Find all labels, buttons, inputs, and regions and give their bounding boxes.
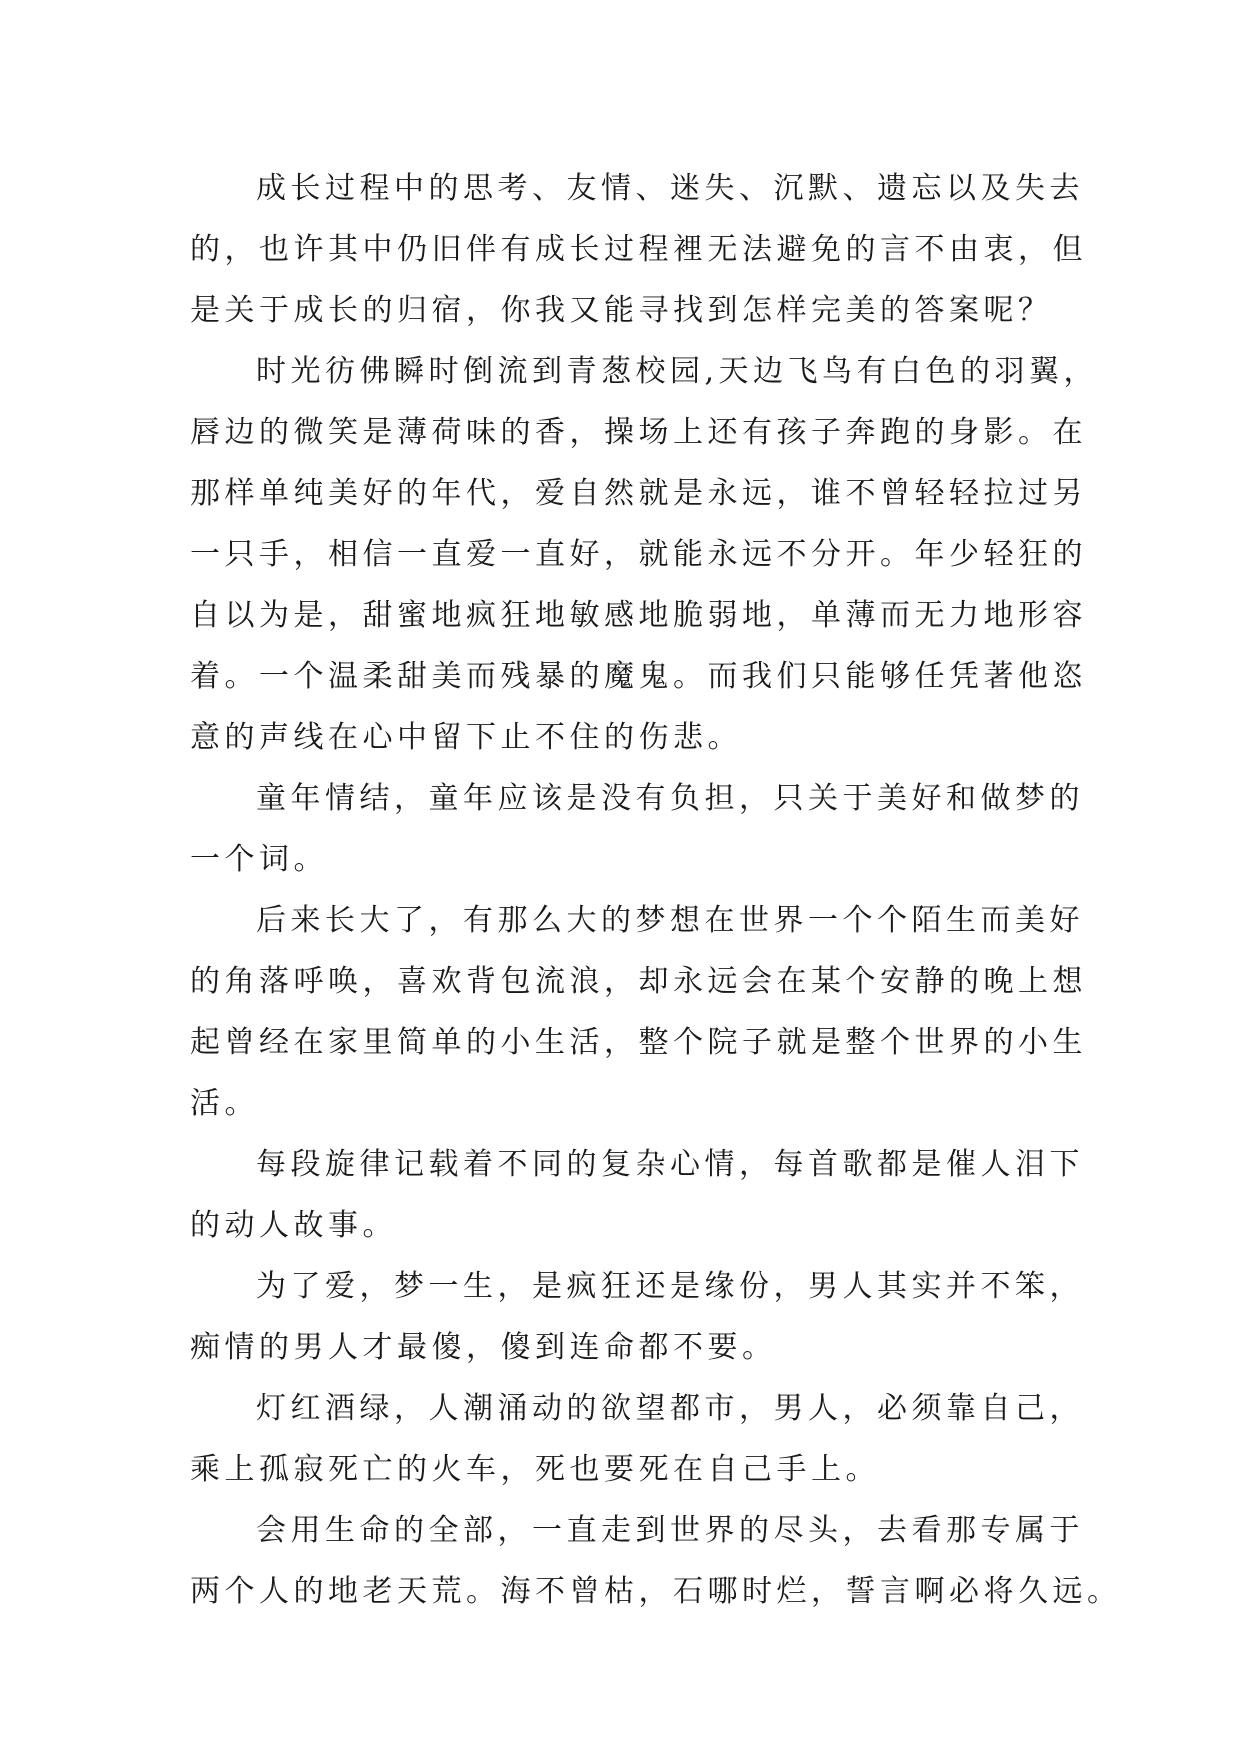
paragraph-4 [190, 890, 1087, 1134]
text-line: 时光彷佛瞬时倒流到青葱校园,天边飞鸟有白色的羽翼， [256, 354, 1099, 389]
text-line: 的，也许其中仍旧伴有成长过程裡无法避免的言不由衷，但 [190, 232, 1087, 267]
text-line: 一只手，相信一直爱一直好，就能永远不分开。年少轻狂的 [190, 537, 1087, 572]
text-line: 后来长大了，有那么大的梦想在世界一个个陌生而美好 [256, 903, 1084, 938]
text-line: 意的声线在心中留下止不住的伤悲。 [190, 720, 742, 755]
text-line: 是关于成长的归宿，你我又能寻找到怎样完美的答案呢？ [190, 293, 1053, 328]
text-line: 乘上孤寂死亡的火车，死也要死在自己手上。 [190, 1452, 880, 1487]
text-line: 灯红酒绿，人潮涌动的欲望都市，男人，必须靠自己， [256, 1391, 1084, 1426]
text-line: 会用生命的全部，一直走到世界的尽头，去看那专属于 [256, 1513, 1084, 1548]
document-body [190, 158, 1122, 1622]
text-line: 起曾经在家里简单的小生活，整个院子就是整个世界的小生 [190, 1025, 1087, 1060]
text-line: 唇边的微笑是薄荷味的香，操场上还有孩子奔跑的身影。在 [190, 415, 1087, 450]
text-line: 成长过程中的思考、友情、迷失、沉默、遗忘以及失去 [256, 171, 1084, 206]
text-line: 童年情结，童年应该是没有负担，只关于美好和做梦的 [256, 781, 1084, 816]
paragraph-5 [190, 1134, 1084, 1256]
text-line: 的动人故事。 [190, 1208, 397, 1243]
text-line: 的角落呼唤，喜欢背包流浪，却永远会在某个安静的晚上想 [190, 964, 1087, 999]
text-line: 每段旋律记载着不同的复杂心情，每首歌都是催人泪下 [256, 1147, 1084, 1182]
paragraph-7 [190, 1378, 1084, 1500]
text-line: 一个词。 [190, 842, 328, 877]
text-line: 着。一个温柔甜美而残暴的魔鬼。而我们只能够任凭著他恣 [190, 659, 1087, 694]
paragraph-8 [190, 1500, 1122, 1622]
paragraph-6 [190, 1256, 1084, 1378]
text-line: 自以为是，甜蜜地疯狂地敏感地脆弱地，单薄而无力地形容 [190, 598, 1087, 633]
paragraph-2 [190, 341, 1099, 768]
paragraph-3 [190, 768, 1084, 890]
text-line: 那样单纯美好的年代，爱自然就是永远，谁不曾轻轻拉过另 [190, 476, 1087, 511]
paragraph-1 [190, 158, 1087, 341]
text-line: 两个人的地老天荒。海不曾枯，石哪时烂，誓言啊必将久远。 [190, 1574, 1122, 1609]
text-line: 为了爱，梦一生，是疯狂还是缘份，男人其实并不笨， [256, 1269, 1084, 1304]
text-line: 痴情的男人才最傻，傻到连命都不要。 [190, 1330, 777, 1365]
text-line: 活。 [190, 1086, 259, 1121]
